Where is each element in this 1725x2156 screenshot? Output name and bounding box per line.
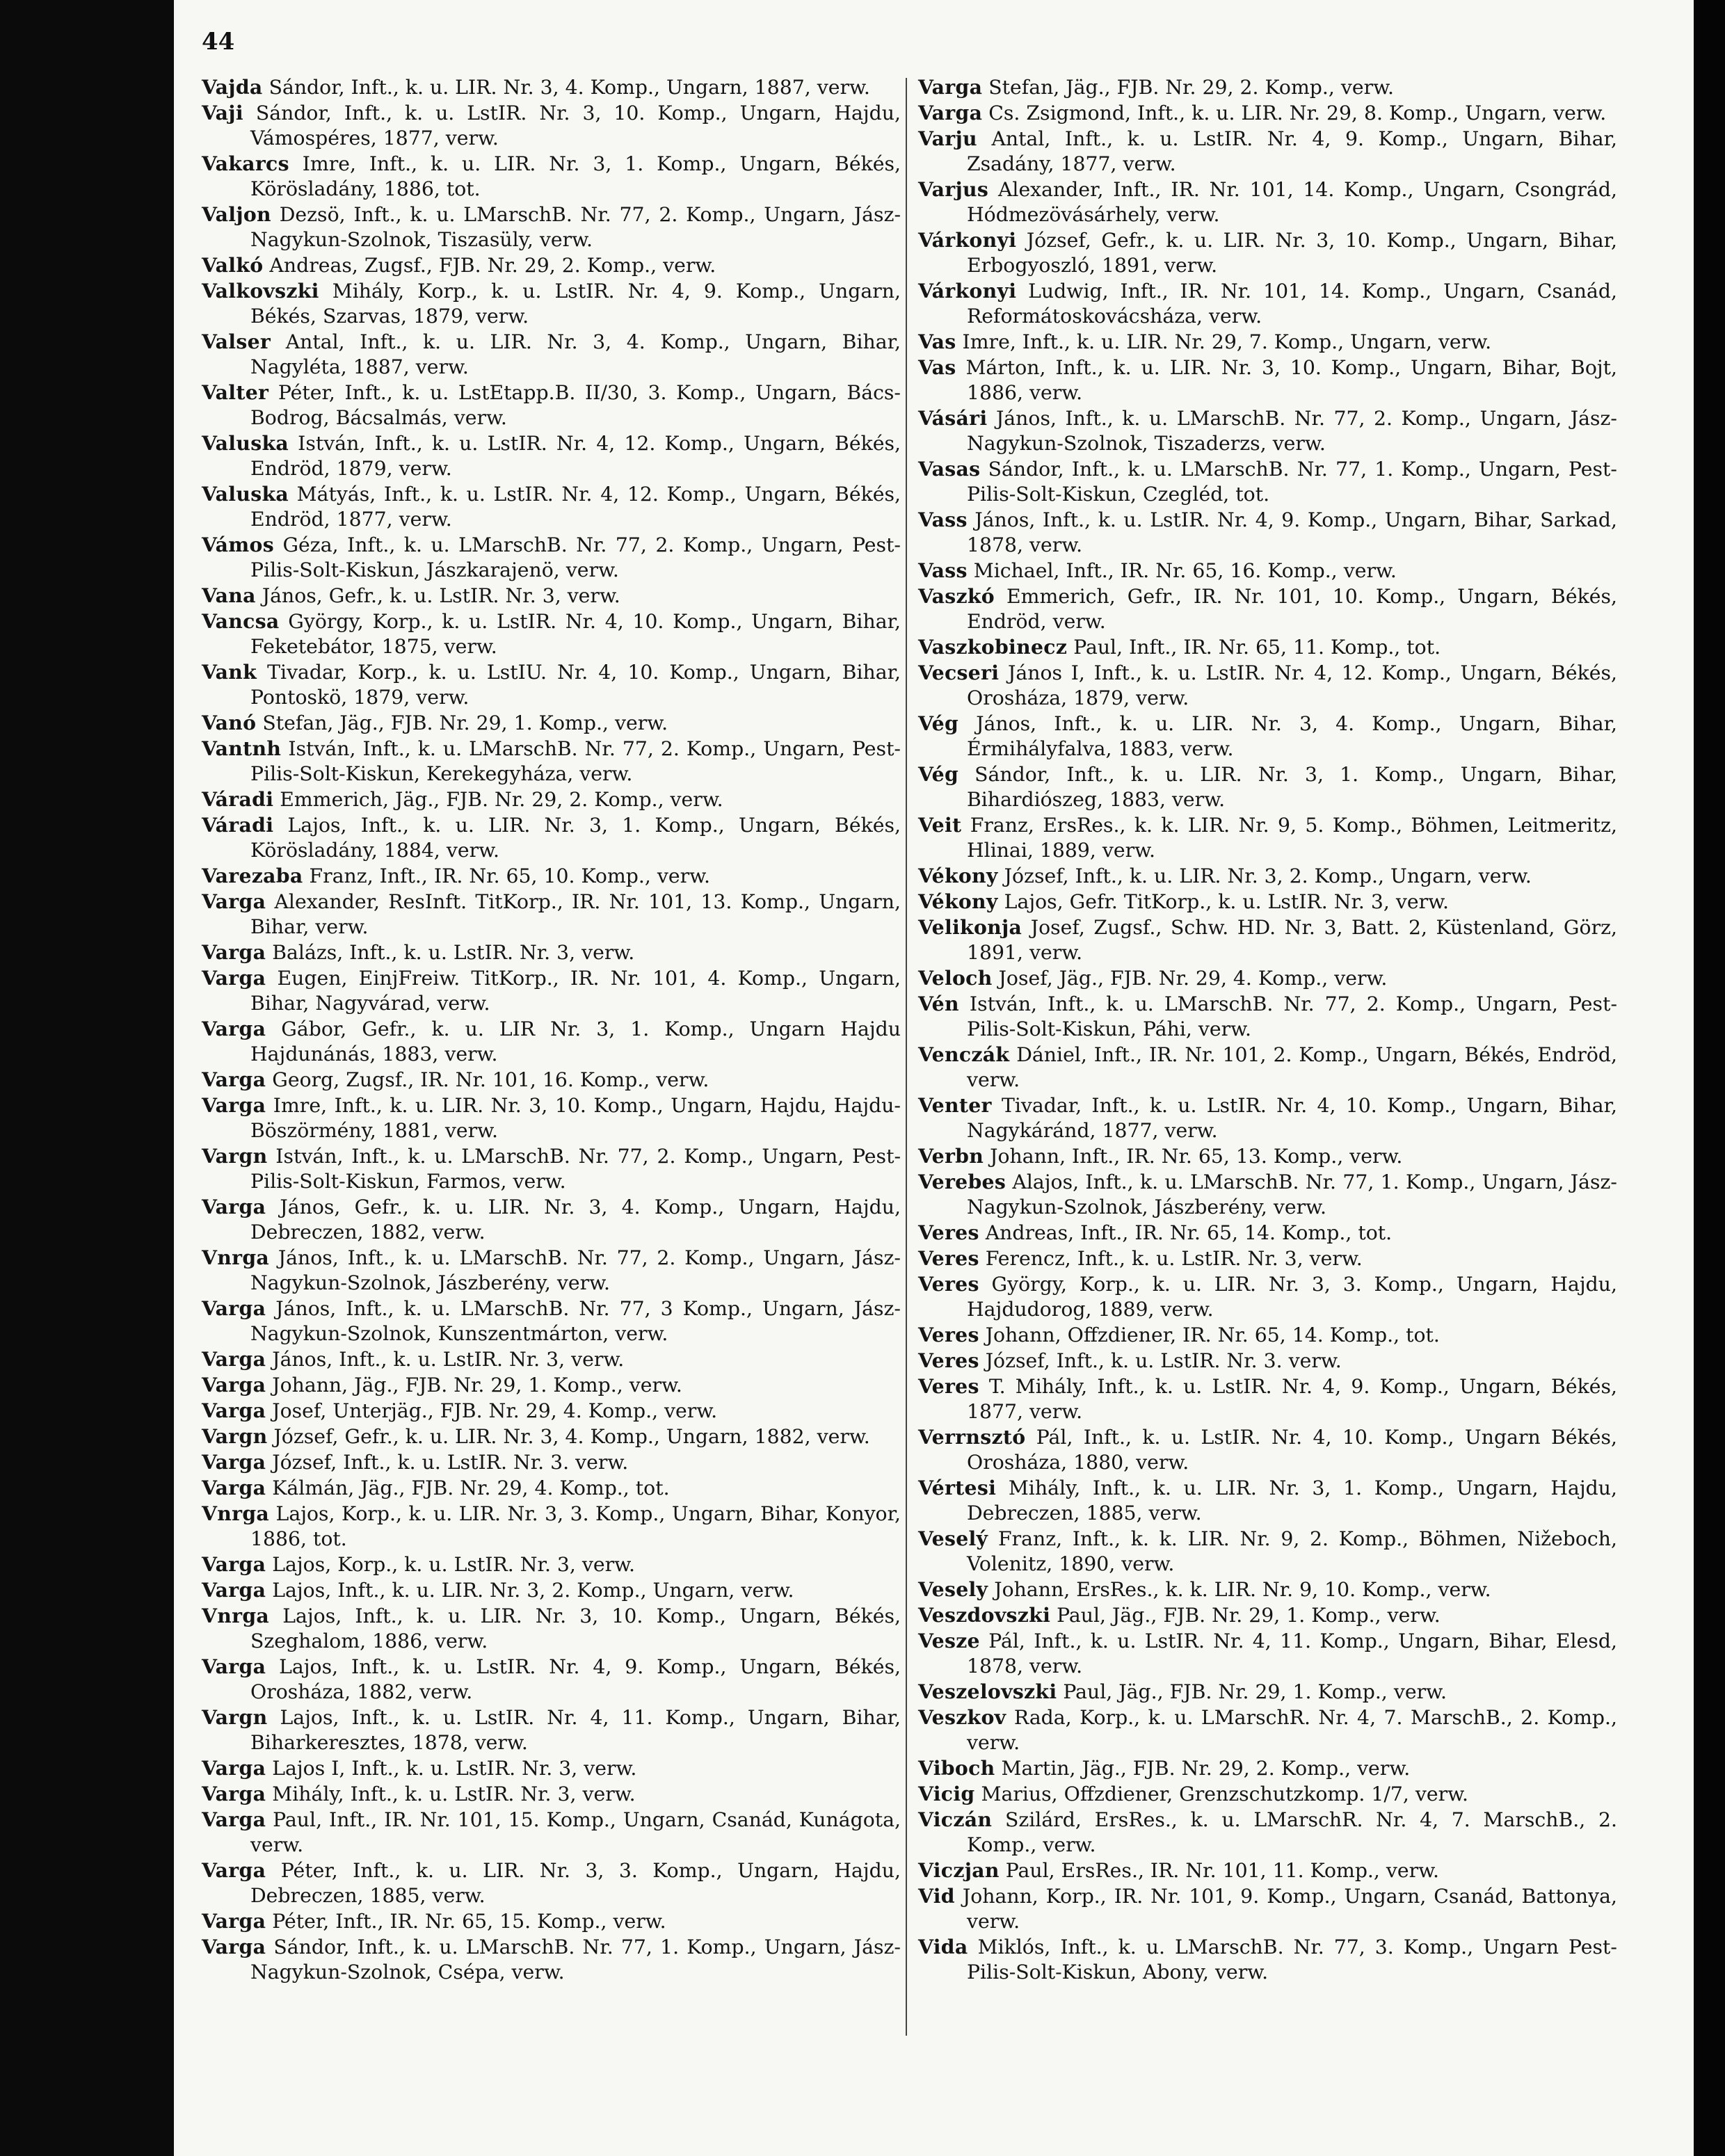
entry-details: Mátyás, Inft., k. u. LstIR. Nr. 4, 12. Komp., Ungarn, Békés, Endröd, 1877, verw. (250, 483, 901, 531)
entry-details: Paul, Inft., IR. Nr. 65, 11. Komp., tot. (1073, 636, 1441, 659)
entry-details: József, Inft., k. u. LstIR. Nr. 3. verw. (272, 1451, 629, 1474)
list-item (918, 1705, 1617, 1755)
entry-surname: Varga (918, 75, 983, 99)
entry-details: Stefan, Jäg., FJB. Nr. 29, 2. Komp., verw. (988, 76, 1394, 99)
list-item (202, 583, 901, 609)
entry-surname: Vaji (202, 101, 243, 124)
entry-details: Imre, Inft., k. u. LIR. Nr. 3, 1. Komp., Ungarn, Békés, Körösladány, 1886, tot. (250, 152, 901, 200)
entry-details: Balázs, Inft., k. u. LstIR. Nr. 3, verw. (272, 941, 635, 964)
entry-details: Georg, Zugsf., IR. Nr. 101, 16. Komp., verw. (272, 1068, 709, 1091)
list-item (918, 762, 1617, 812)
entry-surname: Vida (918, 1935, 968, 1958)
entry-surname: Varga (202, 1347, 266, 1371)
entry-surname: Varga (202, 966, 266, 990)
entry-surname: Vass (918, 508, 968, 531)
entry-details: Paul, ErsRes., IR. Nr. 101, 11. Komp., verw. (1005, 1859, 1440, 1882)
page (174, 0, 1694, 2156)
list-item (202, 1398, 901, 1424)
entry-surname: Verbn (918, 1144, 984, 1168)
list-item (202, 1424, 901, 1449)
entry-details: János, Inft., k. u. LIR. Nr. 3, 4. Komp., Ungarn, Bihar, Érmihályfalva, 1883, verw. (967, 712, 1618, 760)
list-item (202, 940, 901, 965)
entry-details: János I, Inft., k. u. LstIR. Nr. 4, 12. Komp., Ungarn, Békés, Orosháza, 1879, verw. (967, 661, 1617, 709)
list-item (918, 1271, 1617, 1322)
entry-surname: Vakarcs (202, 152, 289, 175)
list-item (202, 1143, 901, 1194)
entry-surname: Varju (918, 127, 977, 150)
list-item (918, 915, 1617, 965)
entry-details: Sándor, Inft., k. u. LMarschB. Nr. 77, 1. Komp., Ungarn, Jász-Nagykun-Szolnok, Csépa, verw. (250, 1936, 901, 1984)
list-item (202, 380, 901, 431)
entry-details: Emmerich, Gefr., IR. Nr. 101, 10. Komp., Ungarn, Békés, Endröd, verw. (967, 585, 1617, 633)
entry-details: Ludwig, Inft., IR. Nr. 101, 14. Komp., Ungarn, Csanád, Reformátoskovácsháza, verw. (967, 280, 1617, 328)
entry-surname: Veloch (918, 966, 993, 990)
entry-details: István, Inft., k. u. LMarschB. Nr. 77, 2. Komp., Ungarn, Pest-Pilis-Solt-Kiskun, Páhi, verw. (967, 992, 1618, 1040)
entry-surname: Vargn (202, 1424, 268, 1448)
list-item (918, 1526, 1617, 1577)
list-item (202, 1194, 901, 1245)
entry-surname: Vank (202, 660, 257, 684)
entry-surname: Valkó (202, 253, 264, 277)
entry-details: Rada, Korp., k. u. LMarschR. Nr. 4, 7. MarschB., 2. Komp., verw. (967, 1706, 1617, 1754)
entry-details: János, Inft., k. u. LstIR. Nr. 4, 9. Komp., Ungarn, Bihar, Sarkad, 1878, verw. (967, 508, 1617, 556)
list-item (202, 1603, 901, 1654)
list-item (202, 1552, 901, 1577)
entry-details: Pál, Inft., k. u. LstIR. Nr. 4, 11. Komp., Ungarn, Bihar, Elesd, 1878, verw. (967, 1630, 1617, 1678)
list-item (202, 1449, 901, 1475)
list-item (202, 736, 901, 787)
list-item (202, 812, 901, 863)
entry-surname: Varga (202, 1373, 266, 1397)
entry-details: Sándor, Inft., k. u. LMarschB. Nr. 77, 1. Komp., Ungarn, Pest-Pilis-Solt-Kiskun, Czegléd, tot. (967, 458, 1617, 506)
entry-surname: Váradi (202, 787, 274, 811)
entry-surname: Velikonja (918, 915, 1022, 939)
list-item (918, 1322, 1617, 1348)
entry-surname: Valter (202, 380, 269, 404)
list-item (202, 1807, 901, 1858)
entry-surname: Vnrga (202, 1604, 270, 1627)
entry-surname: Varga (202, 1756, 266, 1780)
list-item (918, 1042, 1617, 1093)
list-item (202, 1781, 901, 1807)
entry-details: Lajos, Gefr. TitKorp., k. u. LstIR. Nr. 3, verw. (1004, 890, 1449, 913)
list-item (918, 1883, 1617, 1934)
list-item (918, 711, 1617, 762)
entry-details: Antal, Inft., k. u. LstIR. Nr. 4, 9. Komp., Ungarn, Bihar, Zsadány, 1877, verw. (967, 127, 1618, 175)
entry-surname: Várkonyi (918, 228, 1017, 252)
entry-surname: Venter (918, 1093, 992, 1117)
list-item (918, 1781, 1617, 1807)
list-item (202, 1705, 901, 1755)
entry-surname: Vecseri (918, 661, 1000, 684)
entry-details: Lajos, Korp., k. u. LstIR. Nr. 3, verw. (272, 1553, 636, 1576)
entry-surname: Varga (202, 890, 266, 913)
list-item (918, 889, 1617, 915)
entry-details: Márton, Inft., k. u. LIR. Nr. 3, 10. Komp., Ungarn, Bihar, Bojt, 1886, verw. (965, 356, 1617, 404)
entry-details: Johann, ErsRes., k. k. LIR. Nr. 9, 10. Komp., verw. (994, 1578, 1491, 1601)
list-item (202, 1501, 901, 1552)
entry-surname: Vasas (918, 457, 981, 481)
entry-details: Péter, Inft., IR. Nr. 65, 15. Komp., verw. (272, 1910, 666, 1933)
list-item (918, 1755, 1617, 1781)
entry-details: Szilárd, ErsRes., k. u. LMarschR. Nr. 4, 7. MarschB., 2. Komp., verw. (967, 1808, 1617, 1856)
entry-details: Stefan, Jäg., FJB. Nr. 29, 1. Komp., verw. (262, 711, 668, 734)
list-item (918, 1475, 1617, 1526)
entry-surname: Vesely (918, 1577, 988, 1601)
entry-surname: Varga (202, 1578, 266, 1602)
entry-surname: Veres (918, 1323, 979, 1346)
entry-details: Alajos, Inft., k. u. LMarschB. Nr. 77, 1. Komp., Ungarn, Jász-Nagykun-Szolnok, Jászberény, verw. (967, 1170, 1617, 1218)
list-item (202, 889, 901, 940)
list-item (202, 329, 901, 380)
page-number: 44 (202, 28, 235, 56)
list-item (918, 1246, 1617, 1271)
list-item (202, 252, 901, 278)
entry-details: Péter, Inft., k. u. LstEtapp.B. II/30, 3. Komp., Ungarn, Bács-Bodrog, Bácsalmás, verw. (250, 381, 901, 429)
entry-surname: Vantnh (202, 737, 282, 760)
entry-surname: Vértesi (918, 1476, 997, 1499)
entry-surname: Vajda (202, 75, 263, 99)
entry-details: János, Inft., k. u. LMarschB. Nr. 77, 3 Komp., Ungarn, Jász-Nagykun-Szolnok, Kunszentmárton, verw. (250, 1297, 901, 1345)
entry-surname: Varga (202, 1782, 266, 1805)
entry-surname: Varga (202, 1655, 266, 1678)
entry-details: Alexander, ResInft. TitKorp., IR. Nr. 101, 13. Komp., Ungarn, Bihar, verw. (250, 890, 901, 938)
entry-surname: Varga (202, 1195, 266, 1218)
entry-surname: Vékony (918, 890, 998, 913)
entry-surname: Vas (918, 355, 956, 379)
entry-surname: Varga (202, 1017, 266, 1040)
entry-details: Andreas, Inft., IR. Nr. 65, 14. Komp., tot. (985, 1221, 1393, 1244)
list-item (918, 965, 1617, 991)
entry-details: Paul, Inft., IR. Nr. 101, 15. Komp., Ungarn, Csanád, Kunágota, verw. (250, 1808, 901, 1856)
entry-surname: Varga (202, 1858, 266, 1882)
list-item (202, 659, 901, 710)
list-item (202, 1908, 901, 1934)
entry-details: József, Inft., k. u. LIR. Nr. 3, 2. Komp., Ungarn, verw. (1004, 864, 1532, 887)
entry-surname: Verebes (918, 1170, 1006, 1193)
entry-surname: Valjon (202, 202, 271, 226)
list-item (202, 481, 901, 532)
entry-details: Imre, Inft., k. u. LIR. Nr. 29, 7. Komp., Ungarn, verw. (962, 330, 1492, 353)
entry-details: József, Gefr., k. u. LIR. Nr. 3, 4. Komp., Ungarn, 1882, verw. (273, 1425, 870, 1448)
entry-surname: Varga (918, 101, 983, 124)
entry-surname: Vaszkobinecz (918, 635, 1068, 659)
entry-surname: Vesze (918, 1629, 980, 1652)
scan-border (1694, 0, 1725, 2156)
list-item (202, 532, 901, 583)
list-item (202, 1654, 901, 1705)
entry-details: Johann, Inft., IR. Nr. 65, 13. Komp., verw. (990, 1145, 1403, 1168)
entry-surname: Varga (202, 1808, 266, 1831)
entry-surname: Viczán (918, 1808, 993, 1831)
entry-details: Lajos I, Inft., k. u. LstIR. Nr. 3, verw. (272, 1757, 637, 1780)
entry-details: József, Inft., k. u. LstIR. Nr. 3. verw. (985, 1349, 1342, 1372)
entry-details: Lajos, Inft., k. u. LstIR. Nr. 4, 11. Komp., Ungarn, Bihar, Biharkeresztes, 1878, verw. (250, 1706, 901, 1754)
entry-details: Géza, Inft., k. u. LMarschB. Nr. 77, 2. Komp., Ungarn, Pest-Pilis-Solt-Kiskun, Jászkarajenö, verw. (250, 533, 901, 581)
entry-surname: Veres (918, 1272, 979, 1296)
entry-details: Dezsö, Inft., k. u. LMarschB. Nr. 77, 2. Komp., Ungarn, Jász-Nagykun-Szolnok, Tiszasüly, verw. (250, 203, 901, 251)
list-item (918, 507, 1617, 558)
entry-details: Péter, Inft., k. u. LIR. Nr. 3, 3. Komp., Ungarn, Hajdu, Debreczen, 1885, verw. (250, 1859, 901, 1907)
entry-details: János, Gefr., k. u. LIR. Nr. 3, 4. Komp., Ungarn, Hajdu, Debreczen, 1882, verw. (250, 1196, 901, 1244)
list-item (202, 1296, 901, 1346)
entry-details: Pál, Inft., k. u. LstIR. Nr. 4, 10. Komp., Ungarn Békés, Orosháza, 1880, verw. (967, 1426, 1618, 1474)
entry-surname: Vicig (918, 1782, 975, 1805)
entry-details: János, Inft., k. u. LMarschB. Nr. 77, 2. Komp., Ungarn, Jász-Nagykun-Szolnok, Jászberény, verw. (250, 1246, 901, 1294)
entry-details: Emmerich, Jäg., FJB. Nr. 29, 2. Komp., verw. (280, 788, 723, 811)
entry-details: Johann, Offzdiener, IR. Nr. 65, 14. Komp., tot. (985, 1324, 1440, 1346)
entry-surname: Vnrga (202, 1246, 270, 1269)
list-item (918, 456, 1617, 507)
entry-surname: Venczák (918, 1043, 1010, 1066)
entry-details: István, Inft., k. u. LstIR. Nr. 4, 12. Komp., Ungarn, Békés, Endröd, 1879, verw. (250, 432, 901, 480)
entry-surname: Veres (918, 1349, 979, 1372)
list-item (202, 1372, 901, 1398)
list-item (918, 100, 1617, 126)
entry-surname: Vékony (918, 864, 998, 887)
list-item (918, 1602, 1617, 1628)
entry-surname: Veszkov (918, 1705, 1006, 1729)
entry-details: György, Korp., k. u. LstIR. Nr. 4, 10. Komp., Ungarn, Bihar, Feketebátor, 1875, verw. (250, 610, 901, 658)
entry-surname: Veszelovszki (918, 1680, 1057, 1703)
entry-details: János, Gefr., k. u. LstIR. Nr. 3, verw. (262, 584, 620, 607)
list-item (918, 1374, 1617, 1424)
entry-surname: Vana (202, 584, 256, 607)
entry-surname: Veit (918, 813, 962, 837)
list-item (918, 991, 1617, 1042)
entry-surname: Varga (202, 1399, 266, 1422)
list-item (202, 609, 901, 659)
entry-surname: Vég (918, 711, 959, 735)
entry-surname: Veszdovszki (918, 1603, 1051, 1627)
list-item (918, 1934, 1617, 1985)
left-column (202, 74, 901, 1985)
entry-details: Martin, Jäg., FJB. Nr. 29, 2. Komp., verw. (1001, 1757, 1411, 1780)
entry-surname: Valuska (202, 482, 289, 506)
list-item (202, 1577, 901, 1603)
list-item (202, 1475, 901, 1501)
list-item (918, 558, 1617, 584)
list-item (918, 1424, 1617, 1475)
entry-surname: Vancsa (202, 609, 280, 633)
entry-surname: Veres (918, 1221, 979, 1244)
list-item (918, 177, 1617, 227)
list-item (202, 787, 901, 812)
entry-details: Josef, Unterjäg., FJB. Nr. 29, 4. Komp., verw. (272, 1399, 718, 1422)
list-item (918, 1348, 1617, 1374)
list-item (918, 1093, 1617, 1143)
entry-details: Mihály, Inft., k. u. LIR. Nr. 3, 1. Komp., Ungarn, Hajdu, Debreczen, 1885, verw. (967, 1477, 1617, 1525)
entry-details: Sándor, Inft., k. u. LIR. Nr. 3, 1. Komp., Ungarn, Bihar, Bihardiószeg, 1883, verw. (967, 763, 1617, 811)
list-item (918, 329, 1617, 355)
entry-surname: Vásári (918, 406, 988, 430)
entry-details: István, Inft., k. u. LMarschB. Nr. 77, 2. Komp., Ungarn, Pest-Pilis-Solt-Kiskun, Kerekegyháza, verw. (250, 737, 901, 785)
list-item (202, 1093, 901, 1143)
list-item (202, 1245, 901, 1296)
list-item (202, 278, 901, 329)
entry-surname: Valuska (202, 431, 289, 455)
entry-details: Josef, Jäg., FJB. Nr. 29, 4. Komp., verw. (998, 967, 1388, 990)
list-item (918, 1628, 1617, 1679)
list-item (918, 405, 1617, 456)
entry-surname: Varjus (918, 177, 989, 201)
entry-surname: Verrnsztó (918, 1425, 1026, 1449)
list-item (202, 1858, 901, 1908)
entry-surname: Valkovszki (202, 279, 319, 303)
entry-surname: Várkonyi (918, 279, 1017, 303)
entry-surname: Varga (202, 1093, 266, 1117)
list-item (918, 74, 1617, 100)
entry-surname: Vargn (202, 1705, 268, 1729)
list-item (202, 1346, 901, 1372)
entry-details: Franz, ErsRes., k. k. LIR. Nr. 9, 5. Komp., Böhmen, Leitmeritz, Hlinai, 1889, verw. (967, 814, 1618, 862)
list-item (202, 100, 901, 151)
entry-details: Antal, Inft., k. u. LIR. Nr. 3, 4. Komp., Ungarn, Bihar, Nagyléta, 1887, verw. (250, 330, 901, 378)
entry-surname: Vargn (202, 1144, 268, 1168)
entry-surname: Váradi (202, 813, 274, 837)
right-column (918, 74, 1617, 1985)
entry-details: Franz, Inft., IR. Nr. 65, 10. Komp., verw. (309, 864, 711, 887)
entry-details: Tivadar, Inft., k. u. LstIR. Nr. 4, 10. Komp., Ungarn, Bihar, Nagykáránd, 1877, verw. (967, 1094, 1618, 1142)
entry-surname: Vanó (202, 711, 257, 734)
entry-details: Imre, Inft., k. u. LIR. Nr. 3, 10. Komp., Ungarn, Hajdu, Hajdu-Böszörmény, 1881, verw. (250, 1094, 901, 1142)
entry-details: János, Inft., k. u. LstIR. Nr. 3, verw. (272, 1348, 625, 1371)
entry-details: Lajos, Inft., k. u. LstIR. Nr. 4, 9. Komp., Ungarn, Békés, Orosháza, 1882, verw. (250, 1655, 901, 1703)
entry-surname: Varga (202, 940, 266, 964)
list-item (918, 1169, 1617, 1220)
column-divider (906, 78, 907, 2036)
entry-surname: Varga (202, 1552, 266, 1576)
list-item (202, 1067, 901, 1093)
entry-surname: Varga (202, 1450, 266, 1474)
entry-details: Marius, Offzdiener, Grenzschutzkomp. 1/7, verw. (981, 1783, 1469, 1805)
list-item (918, 812, 1617, 863)
entry-surname: Vas (918, 330, 956, 353)
entry-details: Cs. Zsigmond, Inft., k. u. LIR. Nr. 29, 8. Komp., Ungarn, verw. (988, 102, 1607, 124)
entry-surname: Vid (918, 1884, 955, 1908)
list-item (202, 1016, 901, 1067)
list-item (918, 1858, 1617, 1883)
list-item (202, 965, 901, 1016)
entry-details: Andreas, Zugsf., FJB. Nr. 29, 2. Komp., verw. (269, 254, 716, 277)
entry-details: T. Mihály, Inft., k. u. LstIR. Nr. 4, 9. Komp., Ungarn, Békés, 1877, verw. (967, 1375, 1617, 1423)
list-item (918, 355, 1617, 405)
entry-surname: Varga (202, 1935, 266, 1958)
entry-surname: Veres (918, 1246, 979, 1270)
entry-details: Michael, Inft., IR. Nr. 65, 16. Komp., verw. (973, 559, 1397, 582)
entry-details: Josef, Zugsf., Schw. HD. Nr. 3, Batt. 2, Küstenland, Görz, 1891, verw. (967, 916, 1617, 964)
list-item (918, 1220, 1617, 1246)
entry-details: Paul, Jäg., FJB. Nr. 29, 1. Komp., verw. (1057, 1604, 1441, 1627)
entry-details: Mihály, Korp., k. u. LstIR. Nr. 4, 9. Komp., Ungarn, Békés, Szarvas, 1879, verw. (250, 280, 901, 328)
list-item (918, 634, 1617, 660)
entry-surname: Varezaba (202, 864, 303, 887)
list-item (918, 1679, 1617, 1705)
entry-details: Tivadar, Korp., k. u. LstIU. Nr. 4, 10. Komp., Ungarn, Bihar, Pontoskö, 1879, verw. (250, 661, 901, 709)
entry-details: Ferencz, Inft., k. u. LstIR. Nr. 3, verw. (985, 1247, 1363, 1270)
list-item (202, 202, 901, 252)
list-item (918, 584, 1617, 634)
list-item (918, 126, 1617, 177)
entry-details: Eugen, EinjFreiw. TitKorp., IR. Nr. 101, 4. Komp., Ungarn, Bihar, Nagyvárad, verw. (250, 967, 901, 1015)
entry-details: György, Korp., k. u. LIR. Nr. 3, 3. Komp., Ungarn, Hajdu, Hajdudorog, 1889, verw. (967, 1273, 1618, 1321)
list-item (918, 278, 1617, 329)
entry-surname: Varga (202, 1068, 266, 1091)
entry-surname: Varga (202, 1296, 266, 1320)
entry-details: Miklós, Inft., k. u. LMarschB. Nr. 77, 3. Komp., Ungarn Pest-Pilis-Solt-Kiskun, Abony, verw. (967, 1936, 1617, 1984)
entry-details: Lajos, Inft., k. u. LIR. Nr. 3, 1. Komp., Ungarn, Békés, Körösladány, 1884, verw. (250, 814, 901, 862)
entry-surname: Vámos (202, 533, 274, 556)
list-item (918, 863, 1617, 889)
list-item (202, 74, 901, 100)
entry-surname: Valser (202, 330, 271, 353)
list-item (202, 431, 901, 481)
entry-details: József, Gefr., k. u. LIR. Nr. 3, 10. Komp., Ungarn, Bihar, Erbogyoszló, 1891, verw. (967, 229, 1618, 277)
entry-surname: Viczjan (918, 1858, 1000, 1882)
entry-details: István, Inft., k. u. LMarschB. Nr. 77, 2. Komp., Ungarn, Pest-Pilis-Solt-Kiskun, Farmos, verw. (250, 1145, 901, 1193)
entry-details: Sándor, Inft., k. u. LstIR. Nr. 3, 10. Komp., Ungarn, Hajdu, Vámospéres, 1877, verw. (250, 102, 901, 150)
entry-surname: Vaszkó (918, 584, 995, 608)
entry-details: Gábor, Gefr., k. u. LIR Nr. 3, 1. Komp., Ungarn Hajdu Hajdunánás, 1883, verw. (250, 1017, 901, 1065)
list-item (918, 1577, 1617, 1602)
list-item (202, 710, 901, 736)
entry-details: Alexander, Inft., IR. Nr. 101, 14. Komp., Ungarn, Csongrád, Hódmezövásárhely, verw. (967, 178, 1617, 226)
list-item (918, 227, 1617, 278)
list-item (202, 151, 901, 202)
entry-details: Johann, Jäg., FJB. Nr. 29, 1. Komp., verw. (272, 1374, 682, 1397)
entry-details: Dániel, Inft., IR. Nr. 101, 2. Komp., Ungarn, Békés, Endröd, verw. (967, 1043, 1618, 1091)
entry-details: Sándor, Inft., k. u. LIR. Nr. 3, 4. Komp., Ungarn, 1887, verw. (268, 76, 870, 99)
list-item (918, 1807, 1617, 1858)
entry-surname: Vass (918, 558, 968, 582)
entry-surname: Viboch (918, 1756, 995, 1780)
entry-surname: Varga (202, 1476, 266, 1499)
entry-details: Lajos, Inft., k. u. LIR. Nr. 3, 2. Komp., Ungarn, verw. (272, 1579, 794, 1602)
list-item (918, 1143, 1617, 1169)
list-item (918, 660, 1617, 711)
entry-details: Lajos, Korp., k. u. LIR. Nr. 3, 3. Komp., Ungarn, Bihar, Konyor, 1886, tot. (250, 1502, 901, 1550)
list-item (202, 863, 901, 889)
entry-surname: Vég (918, 762, 959, 786)
entry-details: Paul, Jäg., FJB. Nr. 29, 1. Komp., verw. (1063, 1680, 1447, 1703)
entry-surname: Vén (918, 992, 959, 1015)
entry-details: Lajos, Inft., k. u. LIR. Nr. 3, 10. Komp., Ungarn, Békés, Szeghalom, 1886, verw. (250, 1604, 901, 1652)
entry-details: Kálmán, Jäg., FJB. Nr. 29, 4. Komp., tot. (272, 1477, 670, 1499)
entry-surname: Vnrga (202, 1502, 270, 1525)
entry-details: János, Inft., k. u. LMarschB. Nr. 77, 2. Komp., Ungarn, Jász-Nagykun-Szolnok, Tiszaderzs, verw. (967, 407, 1617, 455)
entry-details: Johann, Korp., IR. Nr. 101, 9. Komp., Ungarn, Csanád, Battonya, verw. (962, 1885, 1617, 1933)
list-item (202, 1755, 901, 1781)
entry-details: Franz, Inft., k. k. LIR. Nr. 9, 2. Komp., Böhmen, Nižeboch, Volenitz, 1890, verw. (967, 1527, 1617, 1575)
entry-surname: Varga (202, 1909, 266, 1933)
entry-surname: Veres (918, 1374, 979, 1398)
entry-details: Mihály, Inft., k. u. LstIR. Nr. 3, verw. (272, 1783, 636, 1805)
entry-surname: Veselý (918, 1527, 988, 1550)
list-item (202, 1934, 901, 1985)
